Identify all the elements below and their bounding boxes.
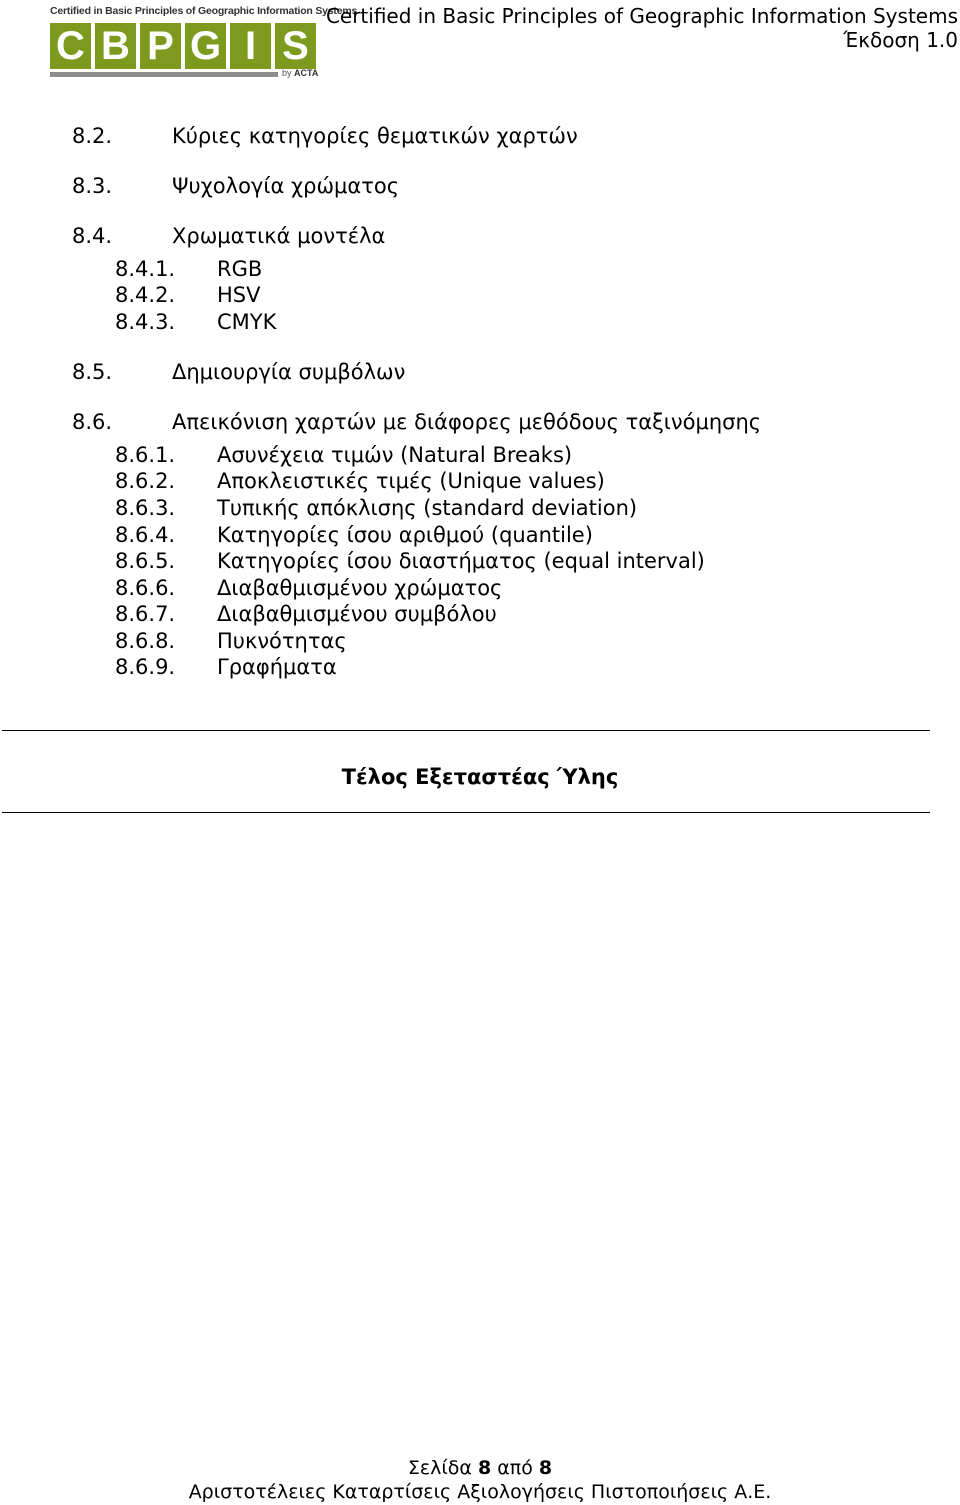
logo-letter: C [50, 23, 91, 69]
toc-number: 8.4.2. [115, 283, 176, 307]
toc-title: Χρωματικά μοντέλα [172, 224, 386, 248]
toc-number: 8.6.1. [115, 443, 176, 467]
toc-number: 8.6.2. [115, 469, 176, 493]
toc-number: 8.2. [72, 124, 113, 148]
cbpgis-logo [50, 5, 358, 81]
logo-letter: S [275, 23, 316, 69]
logo-tagline: Certified in Basic Principles of Geographic Information Systems [50, 5, 358, 17]
toc-number: 8.5. [72, 360, 113, 384]
toc-number: 8.6.9. [115, 655, 176, 679]
end-of-syllabus-title: Τέλος Εξεταστέας Ύλης [341, 765, 619, 789]
toc-title: CMYK [217, 310, 277, 334]
toc-number: 8.6.6. [115, 576, 176, 600]
toc-number: 8.4.3. [115, 310, 176, 334]
toc-number: 8.4.1. [115, 257, 176, 281]
page-of: από [497, 1457, 533, 1479]
logo-byline [282, 68, 318, 78]
logo-letter: P [140, 23, 181, 69]
toc-title: Γραφήματα [217, 655, 337, 679]
divider-bottom [2, 812, 930, 813]
toc-title: Διαβαθμισμένου συμβόλου [217, 602, 497, 626]
header-edition: Έκδοση 1.0 [843, 28, 958, 52]
toc-number: 8.6.7. [115, 602, 176, 626]
logo-org: ACTA [294, 68, 319, 78]
toc-number: 8.6. [72, 410, 113, 434]
toc-title: Ασυνέχεια τιμών (Natural Breaks) [217, 443, 573, 467]
toc-title: Κατηγορίες ίσου αριθμού (quantile) [217, 523, 593, 547]
toc-title: Πυκνότητας [217, 629, 347, 653]
page-number [0, 1456, 960, 1480]
logo-letter: G [185, 23, 226, 69]
logo-letter: I [230, 23, 271, 69]
page-word: Σελίδα [407, 1457, 472, 1479]
header-title [326, 4, 958, 52]
toc-title: Κύριες κατηγορίες θεματικών χαρτών [172, 124, 578, 148]
toc-number: 8.6.5. [115, 549, 176, 573]
toc-title: Απεικόνιση χαρτών με διάφορες μεθόδους ταξινόμησης [172, 410, 762, 434]
toc-title: Κατηγορίες ίσου διαστήματος (equal interval) [217, 549, 705, 573]
toc-title: Αποκλειστικές τιμές (Unique values) [217, 469, 605, 493]
footer-company: Αριστοτέλειες Καταρτίσεις Αξιολογήσεις Πιστοποιήσεις Α.Ε. [188, 1481, 772, 1503]
toc-number: 8.6.4. [115, 523, 176, 547]
logo-by: by [282, 68, 292, 78]
divider-top [2, 730, 930, 731]
logo-bar [50, 72, 278, 77]
toc-title: Ψυχολογία χρώματος [172, 174, 400, 198]
toc-title: Τυπικής απόκλισης (standard deviation) [217, 496, 638, 520]
toc-title: HSV [217, 283, 261, 307]
header-title-line1: Certified in Basic Principles of Geographic Information Systems [325, 4, 958, 28]
logo-letters [50, 23, 316, 69]
logo-letter: B [95, 23, 136, 69]
toc-title: Δημιουργία συμβόλων [172, 360, 406, 384]
page-total: 8 [538, 1457, 553, 1479]
toc-title: Διαβαθμισμένου χρώματος [217, 576, 503, 600]
toc-number: 8.6.3. [115, 496, 176, 520]
page-header [0, 0, 960, 90]
toc-number: 8.6.8. [115, 629, 176, 653]
page-current: 8 [478, 1457, 492, 1479]
toc-number: 8.4. [72, 224, 113, 248]
toc-number: 8.3. [72, 174, 113, 198]
toc-title: RGB [217, 257, 263, 281]
